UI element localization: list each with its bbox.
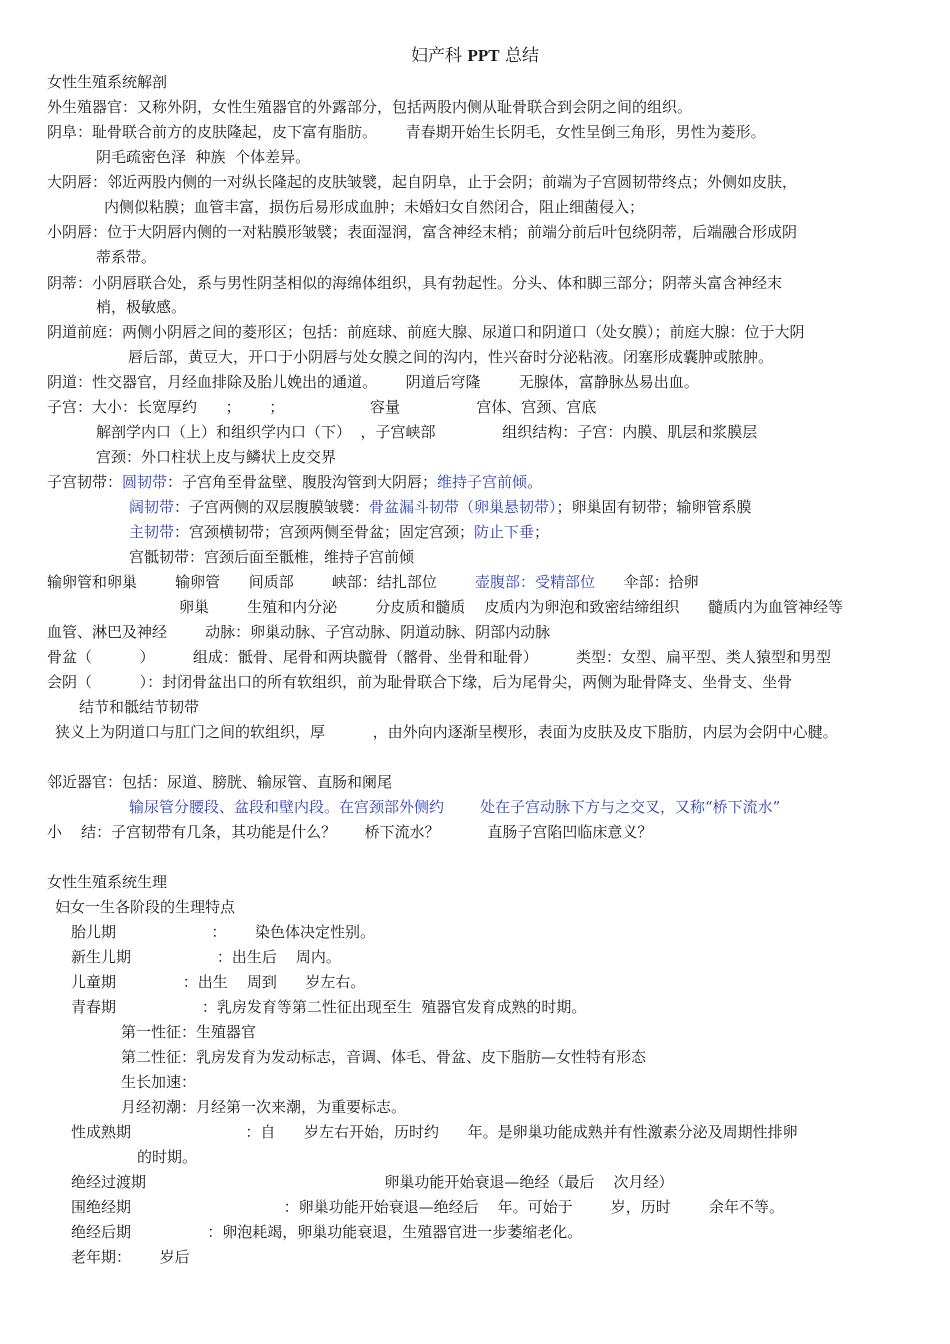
text-uterosacral-ligament: 宫骶韧带：宫颈后面至骶椎，维持子宫前倾 [129,548,415,566]
text-secondary-sex-characteristics: 第二性征：乳房发育为发动标志，音调、体毛、骨盆、皮下脂肪—女性特有形态 [121,1048,647,1066]
desc-tube: 输卵管和卵巢 输卵管 间质部 峡部：结扎部位 [47,573,476,591]
text-labia-majora: 大阴唇：邻近两股内侧的一对纵长隆起的皮肤皱襞，起自阴阜，止于会阴；前端为子宫圆韧带终点；外侧如皮肤， [47,173,798,191]
text-round-ligament [47,472,542,492]
term-round-ligament: 圆韧带 [122,473,168,491]
desc-fimbria: 伞部：拾卵 [595,573,699,591]
stage-sexual-maturity: 性成熟期 ：自 岁左右开始，历时约 年。是卵巢功能成熟并有性激素分泌及周期性排卵 [71,1123,798,1141]
stage-fetal: 胎儿期 ： 染色体决定性别。 [71,923,375,941]
stage-perimenopause: 围绝经期 ：卵巢功能开始衰退—绝经后 年。可始于 岁，历时 余年不等。 [71,1198,784,1216]
desc-ureter: 输尿管分腰段、盆段和壁内段。在宫颈部外侧约 [129,798,445,816]
section-heading-anatomy: 女性生殖系统解剖 [47,73,168,91]
subheading-life-stages: 妇女一生各阶段的生理特点 [55,898,236,916]
desc-broad-ligament: ：子宫两侧的双层腹膜皱襞： [174,498,370,516]
text-adjacent-organs: 邻近器官：包括：尿道、膀胱、输尿管、直肠和阑尾 [47,773,393,791]
stage-neonatal: 新生儿期 ：出生后 周内。 [71,948,341,966]
document-title [0,45,950,67]
stage-menopausal-transition: 绝经过渡期 卵巢功能开始衰退—绝经（最后 次月经） [71,1173,674,1191]
text-ovary: 卵巢 生殖和内分泌 分皮质和髓质 皮质内为卵泡和致密结缔组织 髓质内为血管神经等 [179,598,843,616]
section-heading-physiology: 女性生殖系统生理 [47,873,168,891]
text-vestibule-cont: 唇后部，黄豆大，开口于小阴唇与处女膜之间的沟内，性兴奋时分泌粘液。闭塞形成囊肿或脓肿。 [128,348,774,366]
term-infundibulopelvic: 骨盆漏斗韧带（卵巢悬韧带） [369,498,557,516]
text-perineum-cont: 结节和骶结节韧带 [79,698,200,716]
text-mons-cont: 阴毛疏密色泽 种族 个体差异。 [96,148,311,166]
text-perineum: 会阴（ ）：封闭骨盆出口的所有软组织，前为耻骨联合下缘，后为尾骨尖，两侧为耻骨降支、坐骨支、坐骨 [47,673,793,691]
text-summary: 小 结：子宫韧带有几条，其功能是什么？ 桥下流水？ 直肠子宫陷凹临床意义？ [47,823,653,841]
term-ampulla: 壶腹部：受精部位 [475,573,596,591]
text-perineum-narrow: 狭义上为阴道口与肛门之间的软组织，厚 ，由外向内逐渐呈楔形，表面为皮肤及皮下脂肪，内层为会阴中心腱。 [55,723,838,741]
term-cardinal-ligament: 主韧带 [129,523,175,541]
text-vagina: 阴道：性交器官，月经血排除及胎儿娩出的通道。 阴道后穹隆 无腺体，富静脉丛易出血。 [47,373,699,391]
text-vessels: 血管、淋巴及神经 动脉：卵巢动脉、子宫动脉、阴道动脉、阴部内动脉 [47,623,551,641]
text-labia-minora: 小阴唇：位于大阴唇内侧的一对粘膜形皱襞；表面湿润，富含神经末梢；前端分前后叶包绕阴蒂，后端融合形成阴 [47,223,798,241]
text-clitoris: 阴蒂：小阴唇联合处，系与男性阴茎相似的海绵体组织，具有勃起性。分头、体和脚三部分；阴蒂头富含神经末 [47,274,783,292]
text-ureter [129,797,780,817]
text-broad-ligament [129,497,752,517]
punct-cardinal-ligament: ； [534,523,550,541]
text-uterus-structure: 解剖学内口（上）和组织学内口（下） ，子宫峡部 组织结构：子宫：内膜、肌层和浆膜层 [96,423,758,441]
label-uterine-ligaments: 子宫韧带： [47,473,123,491]
desc-cardinal-ligament: ：宫颈横韧带；宫颈两侧至骨盆；固定宫颈； [174,523,475,541]
title-prefix: 妇产科 [411,46,468,66]
function-round-ligament: 维持子宫前倾 [437,473,528,491]
text-labia-majora-cont: 内侧似粘膜；血管丰富，损伤后易形成血肿；未婚妇女自然闭合，阻止细菌侵入； [104,198,645,216]
text-cardinal-ligament [129,522,549,542]
punct-round-ligament: 。 [527,473,543,491]
text-labia-minora-cont: 蒂系带。 [96,248,157,266]
title-suffix: 总结 [499,46,539,66]
stage-childhood: 儿童期 ：出生 周到 岁左右。 [71,973,366,991]
text-pelvis: 骨盆（ ） 组成：骶骨、尾骨和两块髋骨（髂骨、坐骨和耻骨） 类型：女型、扁平型、类人猿型和男型 [47,648,831,666]
term-broad-ligament: 阔韧带 [129,498,175,516]
desc-round-ligament: ：子宫角至骨盆壁、腹股沟管到大阴唇； [167,473,438,491]
text-menarche: 月经初潮：月经第一次来潮，为重要标志。 [121,1098,407,1116]
stage-puberty: 青春期 ：乳房发育等第二性征出现至生 殖器官发育成熟的时期。 [71,998,587,1016]
desc-ovarian-ligament: ；卵巢固有韧带；输卵管系膜 [556,498,752,516]
text-growth-spurt: 生长加速： [121,1073,197,1091]
text-external-genitalia: 外生殖器官：又称外阴，女性生殖器官的外露部分，包括两股内侧从耻骨联合到会阴之间的组织。 [47,98,693,116]
text-primary-sex-characteristics: 第一性征：生殖器官 [121,1023,257,1041]
text-uterus: 子宫：大小：长宽厚约 ； ； 容量 宫体、宫颈、宫底 [47,398,597,416]
function-cardinal-ligament: 防止下垂 [474,523,535,541]
text-fallopian-tube [47,572,699,592]
stage-sexual-maturity-cont: 的时期。 [137,1148,198,1166]
stage-senile: 老年期： 岁后 [71,1248,190,1266]
stage-postmenopause: 绝经后期 ：卵泡耗竭，卵巢功能衰退，生殖器官进一步萎缩老化。 [71,1223,583,1241]
text-clitoris-cont: 梢，极敏感。 [96,298,187,316]
text-mons: 阴阜：耻骨联合前方的皮肤隆起，皮下富有脂肪。 青春期开始生长阴毛，女性呈倒三角形，男性为菱形。 [47,123,766,141]
desc-ureter-crossing: 处在子宫动脉下方与之交叉，又称“桥下流水” [480,798,781,816]
text-vestibule: 阴道前庭：两侧小阴唇之间的菱形区；包括：前庭球、前庭大腺、尿道口和阴道口（处女膜）；前庭大腺：位于大阴 [47,323,805,341]
title-bold: PPT [467,46,500,65]
text-cervix: 宫颈：外口柱状上皮与鳞状上皮交界 [96,448,337,466]
